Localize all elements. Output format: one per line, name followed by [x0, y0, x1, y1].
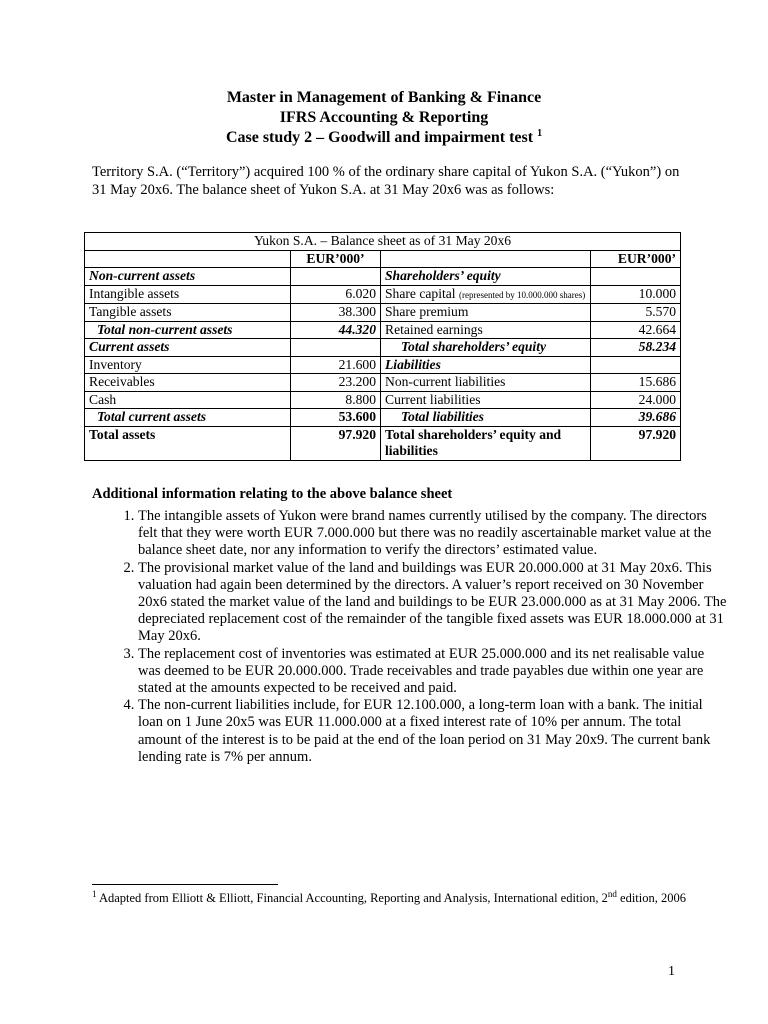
footnote-ordinal: nd — [607, 889, 617, 899]
row-label-right: Total shareholders’ equity and liabilities — [381, 426, 591, 460]
footnote-text: Adapted from Elliott & Elliott, Financial Accounting, Reporting and Analysis, International edition, 2 — [98, 891, 608, 905]
footnote — [92, 890, 692, 906]
document-header — [0, 88, 768, 148]
row-label-right: Current liabilities — [381, 391, 591, 409]
row-value-left: 44.320 — [291, 321, 381, 339]
footnote-ref: 1 — [537, 128, 543, 139]
list-item: 1. The intangible assets of Yukon were brand names currently utilised by the company. The directors felt that they were worth EUR 7.000.000 but there was no readily ascertainable market value at the balance sheet date, nor any information to verify the directors’ estimated value. — [138, 508, 728, 560]
share-capital-note: (represented by 10.000.000 shares) — [458, 289, 586, 300]
row-label-right: Shareholders’ equity — [381, 268, 591, 286]
row-label-right: Retained earnings — [381, 321, 591, 339]
table-header-row — [85, 250, 681, 268]
row-label-left: Intangible assets — [85, 285, 291, 304]
row-label-left: Non-current assets — [85, 268, 291, 286]
row-value-left — [291, 268, 381, 286]
row-value-right — [591, 268, 681, 286]
row-value-left: 6.020 — [291, 285, 381, 304]
row-value-right: 58.234 — [591, 339, 681, 357]
row-value-right: 24.000 — [591, 391, 681, 409]
list-item: 4. The non-current liabilities include, for EUR 12.100.000, a long-term loan with a bank. The initial loan on 1 June 20x5 was EUR 11.000.000 at a fixed interest rate of 10% per annum. The total amount of the interest is to be paid at the end of the loan period on 31 May 20x9. The current bank lending rate is 7% per annum. — [138, 697, 728, 766]
footnote-number: 1 — [92, 889, 97, 899]
row-label-left: Inventory — [85, 356, 291, 374]
table-row — [85, 426, 681, 460]
page-number: 1 — [668, 964, 675, 979]
table-row — [85, 374, 681, 392]
additional-info-list — [92, 508, 728, 766]
table-row — [85, 321, 681, 339]
currency-header-left: EUR’000’ — [291, 250, 381, 268]
table-row — [85, 304, 681, 322]
row-value-right — [591, 356, 681, 374]
row-value-right: 10.000 — [591, 285, 681, 304]
row-label-left: Total non-current assets — [85, 321, 291, 339]
title-line-3 — [0, 128, 768, 148]
row-label-right — [381, 285, 591, 304]
list-item: 2. The provisional market value of the land and buildings was EUR 20.000.000 at 31 May 20x6. This valuation had again been determined by the directors. A valuer’s report received on 30 November 20x6 stated the market value of the land and buildings to be EUR 23.000.000 as at 31 May 2006. The depreciated replacement cost of the remainder of the tangible fixed assets was EUR 18.000.000 at 31 May 20x6. — [138, 560, 728, 646]
row-label-right: Total shareholders’ equity — [381, 339, 591, 357]
row-value-left — [291, 339, 381, 357]
row-label-left: Total current assets — [85, 409, 291, 427]
table-cell — [85, 250, 291, 268]
row-value-left: 53.600 — [291, 409, 381, 427]
row-value-right: 5.570 — [591, 304, 681, 322]
balance-sheet-table — [84, 232, 681, 461]
row-value-left: 38.300 — [291, 304, 381, 322]
table-row — [85, 339, 681, 357]
row-value-right: 15.686 — [591, 374, 681, 392]
table-caption: Yukon S.A. – Balance sheet as of 31 May 20x6 — [85, 233, 681, 251]
list-item: 3. The replacement cost of inventories was estimated at EUR 25.000.000 and its net realisable value was deemed to be EUR 20.000.000. Trade receivables and trade payables due within one year are stated at the amounts expected to be received and paid. — [138, 646, 728, 698]
row-value-right: 39.686 — [591, 409, 681, 427]
table-row — [85, 268, 681, 286]
table-row — [85, 356, 681, 374]
title-line-2: IFRS Accounting & Reporting — [279, 109, 489, 126]
title-line-1: Master in Management of Banking & Finance — [226, 89, 542, 106]
footnote-text-end: edition, 2006 — [616, 891, 686, 905]
row-value-left: 23.200 — [291, 374, 381, 392]
row-label-right: Total liabilities — [381, 409, 591, 427]
table-row — [85, 409, 681, 427]
row-value-right: 97.920 — [591, 426, 681, 460]
row-value-left: 21.600 — [291, 356, 381, 374]
table-row — [85, 285, 681, 304]
row-label-left: Tangible assets — [85, 304, 291, 322]
share-capital-label: Share capital — [385, 285, 456, 301]
row-label-right: Liabilities — [381, 356, 591, 374]
row-label-right: Share premium — [381, 304, 591, 322]
row-value-left: 8.800 — [291, 391, 381, 409]
row-label-left: Total assets — [85, 426, 291, 460]
row-value-left: 97.920 — [291, 426, 381, 460]
row-label-right: Non-current liabilities — [381, 374, 591, 392]
row-label-left: Cash — [85, 391, 291, 409]
table-caption-row — [85, 233, 681, 251]
table-cell — [381, 250, 591, 268]
intro-paragraph: Territory S.A. (“Territory”) acquired 100 % of the ordinary share capital of Yukon S.A. (“Yukon”) on 31 May 20x6. The balance sheet of Yukon S.A. at 31 May 20x6 was as follows: — [92, 164, 680, 198]
additional-info-heading: Additional information relating to the above balance sheet — [92, 486, 453, 502]
row-value-right: 42.664 — [591, 321, 681, 339]
currency-header-right: EUR’000’ — [591, 250, 681, 268]
row-label-left: Current assets — [85, 339, 291, 357]
table-row — [85, 391, 681, 409]
row-label-left: Receivables — [85, 374, 291, 392]
footnote-divider — [92, 884, 278, 885]
title-line-3-text: Case study 2 – Goodwill and impairment test — [225, 129, 534, 146]
